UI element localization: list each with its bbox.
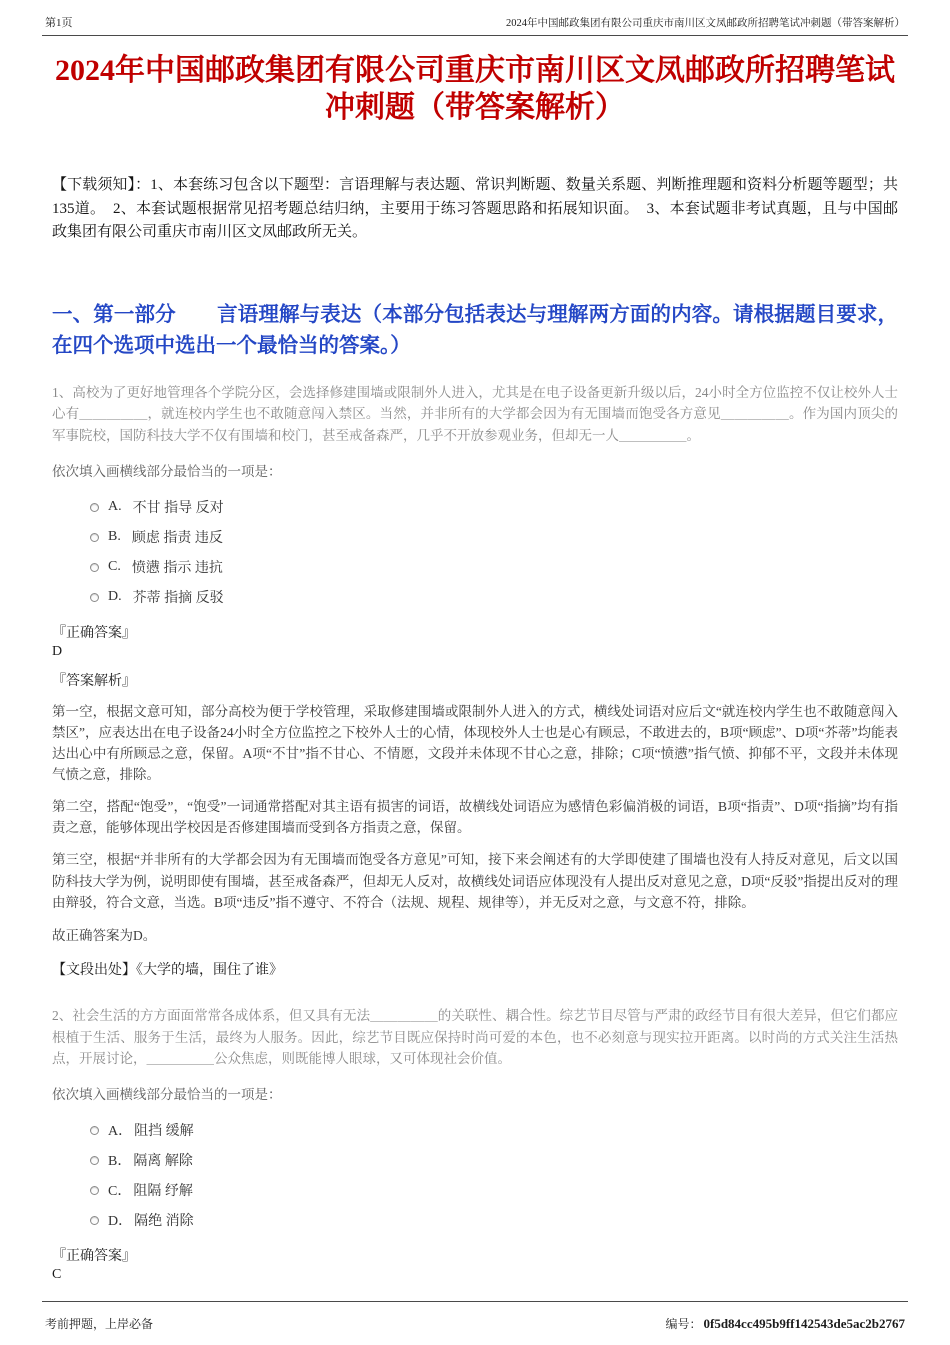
- question-1-options: [90, 492, 898, 612]
- code-label: 编号：: [665, 1317, 702, 1331]
- option-label: D．: [108, 1214, 133, 1230]
- option-label: C．: [108, 1184, 132, 1200]
- option-text: 愤懑 指示 违抗: [131, 561, 223, 577]
- option-label: B．: [108, 1154, 132, 1170]
- question-1-option-d[interactable]: [90, 582, 898, 612]
- page-number: 第1页: [45, 17, 73, 29]
- header-doc-title: 2024年中国邮政集团有限公司重庆市南川区文凤邮政所招聘笔试冲刺题（带答案解析）: [506, 18, 905, 29]
- option-label: A.: [108, 499, 122, 515]
- question-1-analysis-paragraph-2: 第二空，搭配“饱受”，“饱受”一词通常搭配对其主语有损害的词语，故横线处词语应为感情色彩偏消极的词语，B项“指责”、D项“指摘”均有指责之意，能够体现出学校因是否修建围墙而受到各方指责之意，保留。: [52, 799, 898, 836]
- page-footer: [42, 1301, 908, 1345]
- option-text: 顾虑 指责 违反: [131, 531, 223, 547]
- option-label: D.: [108, 589, 122, 605]
- question-1-correct-answer-value: D: [52, 644, 63, 660]
- question-1-prompt: 依次填入画横线部分最恰当的一项是：: [52, 464, 282, 480]
- code-value: 0f5d84cc495b9ff142543de5ac2b2767: [703, 1316, 905, 1331]
- question-2-correct-answer-value: C: [52, 1267, 62, 1283]
- footer-slogan: 考前押题，上岸必备: [45, 1317, 154, 1331]
- question-2-option-c[interactable]: [90, 1175, 898, 1205]
- option-text: 芥蒂 指摘 反驳: [132, 591, 224, 607]
- page-header: [42, 0, 908, 36]
- option-text: 阻挡 缓解: [134, 1124, 194, 1140]
- question-1-stem: 1、高校为了更好地管理各个学院分区，会选择修建围墙或限制外人进入，尤其是在电子设备更新升级以后，24小时全方位监控不仅让校外人士心有＿＿＿＿＿，就连校内学生也不敢随意闯入禁区。当然，并非所有的大学都会因为有无围墙而饱受各方意见＿＿＿＿＿。作为国内顶尖的军事院校，国防科技大学不仅有围墙和校门，甚至戒备森严，几乎不开放参观业务，但却无一人＿＿＿＿＿。: [52, 384, 898, 444]
- question-2-option-d[interactable]: [90, 1205, 898, 1235]
- option-text: 隔绝 消除: [134, 1214, 194, 1230]
- radio-icon[interactable]: [90, 1186, 99, 1195]
- question-1-analysis-label: 『答案解析』: [52, 674, 136, 690]
- question-1-option-c[interactable]: [90, 552, 898, 582]
- question-1-analysis-paragraph-3: 第三空，根据“并非所有的大学都会因为有无围墙而饱受各方意见”可知，接下来会阐述有的大学即使建了围墙也没有人持反对意见，后文以国防科技大学为例，说明即使有围墙，甚至戒备森严，但却无人反对，故横线处词语应体现没有人提出反对意见之意，D项“反驳”指提出反对的理由辩驳，符合文意，当选。B项“违反”指不遵守、不符合（法规、规程、规律等），并无反对之意，与文意不符，排除。: [52, 852, 898, 910]
- document-title: 2024年中国邮政集团有限公司重庆市南川区文凤邮政所招聘笔试冲刺题（带答案解析）: [55, 54, 895, 125]
- question-2-stem: 2、社会生活的方方面面常常各成体系，但又具有无法＿＿＿＿＿的关联性、耦合性。综艺节目尽管与严肃的政经节目有很大差异，但它们都应根植于生活、服务于生活，最终为人服务。因此，综艺节目既应保持时尚可爱的本色，也不必刻意与现实拉开距离。以时尚的方式关注生活热点，开展讨论，＿＿＿＿＿公众焦虑，则既能博人眼球，又可体现社会价值。: [52, 1007, 898, 1067]
- radio-icon[interactable]: [90, 1216, 99, 1225]
- option-label: C.: [108, 559, 121, 575]
- option-label: B.: [108, 529, 121, 545]
- radio-icon[interactable]: [90, 503, 99, 512]
- question-1-correct-answer-label: 『正确答案』: [52, 626, 136, 642]
- option-text: 不甘 指导 反对: [132, 501, 224, 517]
- radio-icon[interactable]: [90, 563, 99, 572]
- question-1-source: 【文段出处】《大学的墙，围住了谁》: [52, 962, 283, 978]
- radio-icon[interactable]: [90, 1126, 99, 1135]
- question-1-conclusion: 故正确答案为D。: [52, 927, 157, 943]
- radio-icon[interactable]: [90, 1156, 99, 1165]
- question-1: [52, 382, 898, 979]
- option-label: A．: [108, 1124, 133, 1140]
- section-heading: 一、第一部分 言语理解与表达（本部分包括表达与理解两方面的内容。请根据题目要求，在四个选项中选出一个最恰当的答案。）: [52, 304, 898, 357]
- footer-code-group: [665, 1315, 905, 1332]
- page-content: [0, 52, 950, 1283]
- question-2-options: [90, 1115, 898, 1235]
- question-2: [52, 1005, 898, 1284]
- question-2-option-b[interactable]: [90, 1145, 898, 1175]
- question-2-option-a[interactable]: [90, 1115, 898, 1145]
- question-1-analysis-paragraph-1: 第一空，根据文意可知，部分高校为便于学校管理，采取修建围墙或限制外人进入的方式，横线处词语对应后文“就连校内学生也不敢随意闯入禁区”，应表达出在电子设备24小时全方位监控之下校外人士的心情，体现校外人士也是心有顾忌，不敢进去的，B项“顾虑”、D项“芥蒂”均能表达出心中有所顾忌之意，保留。A项“不甘”指不甘心、不情愿，文段并未体现不甘心之意，排除；C项“愤懑”指气愤、抑郁不平，文段并未体现气愤之意，排除。: [52, 704, 898, 783]
- question-2-prompt: 依次填入画横线部分最恰当的一项是：: [52, 1087, 282, 1103]
- question-1-option-a[interactable]: [90, 492, 898, 522]
- question-1-option-b[interactable]: [90, 522, 898, 552]
- option-text: 阻隔 纾解: [133, 1184, 193, 1200]
- download-notice: 【下载须知】：1、本套练习包含以下题型：言语理解与表达题、常识判断题、数量关系题、判断推理题和资料分析题等题型；共135道。 2、本套试题根据常见招考题总结归纳，主要用于练习答题思路和拓展知识面。 3、本套试题非考试真题，且与中国邮政集团有限公司重庆市南川区文凤邮政所无关。: [52, 177, 898, 240]
- radio-icon[interactable]: [90, 593, 99, 602]
- option-text: 隔离 解除: [133, 1154, 193, 1170]
- radio-icon[interactable]: [90, 533, 99, 542]
- question-2-correct-answer-label: 『正确答案』: [52, 1249, 136, 1265]
